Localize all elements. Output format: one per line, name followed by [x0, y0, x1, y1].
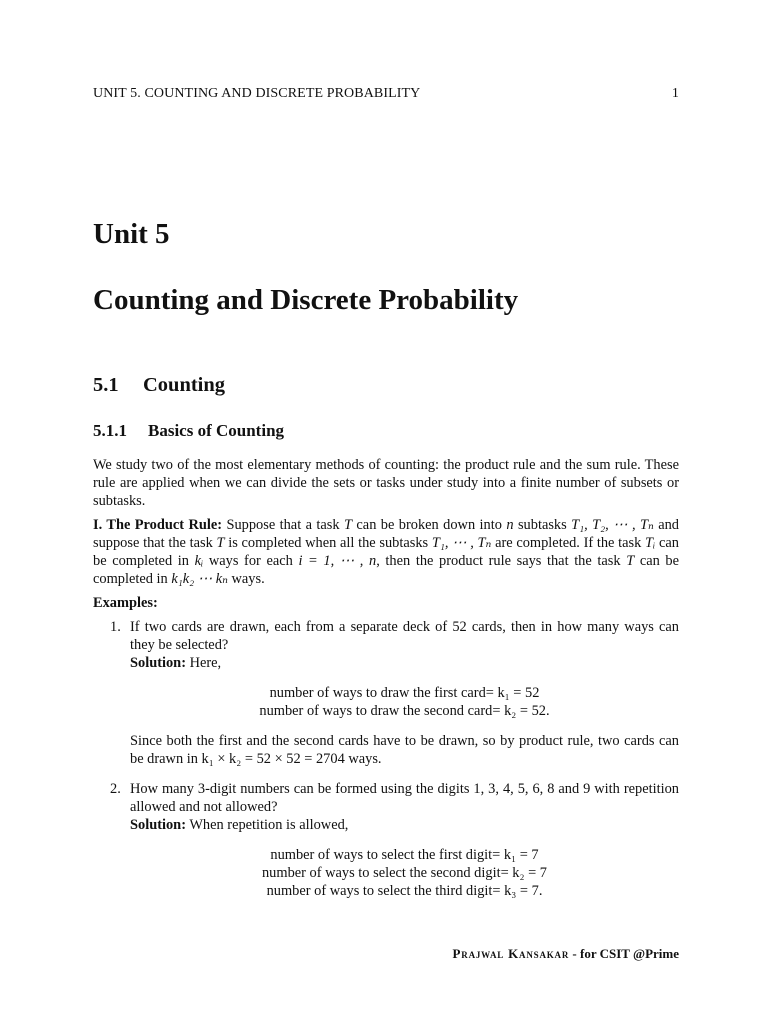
math-run: T₁, ⋯ , Tₙ [431, 535, 492, 551]
example-number: 2. [110, 781, 121, 797]
display-equations [130, 684, 679, 720]
page-footer [453, 946, 679, 962]
math-run: k₁k₂ ⋯ kₙ [171, 571, 228, 587]
math-run: i = 1, ⋯ , n [298, 553, 377, 569]
subsection-title: Basics of Counting [148, 421, 285, 440]
solution-label: Solution: [130, 655, 186, 671]
section-number: 5.1 [93, 374, 119, 396]
text-run: subtasks [513, 517, 572, 533]
footer-suffix: - for CSIT @Prime [569, 946, 679, 961]
display-equation: number of ways to draw the first card= k₁ = 52 [269, 685, 540, 701]
math-run: kᵢ [194, 553, 204, 569]
math-run: n [506, 517, 514, 533]
subsection-number: 5.1.1 [93, 421, 127, 440]
display-equations [130, 846, 679, 900]
math-run: T₁, T₂, ⋯ , Tₙ [571, 517, 654, 533]
footer-author: Prajwal Kansakar [452, 946, 570, 961]
section-title: Counting [143, 374, 226, 396]
solution-text: When repetition is allowed, [185, 817, 349, 833]
examples-list [93, 618, 679, 900]
example-number: 1. [110, 619, 121, 635]
text-run: can be completed in [93, 535, 679, 569]
solution-text: Here, [185, 655, 222, 671]
solution-line [130, 816, 679, 834]
math-run: T [216, 535, 225, 551]
product-rule-heading: I. The Product Rule: [93, 517, 223, 533]
example-question: How many 3-digit numbers can be formed using the digits 1, 3, 4, 5, 6, 8 and 9 with repetition allowed and not allowed? [130, 781, 679, 815]
example-question: If two cards are drawn, each from a separate deck of 52 cards, then in how many ways can they be selected? [130, 619, 679, 653]
text-run: is completed when all the subtasks [224, 535, 432, 551]
text-run: , then the product rule says that the task [376, 553, 627, 569]
text-run: ways. [227, 571, 265, 587]
page-number: 1 [671, 86, 679, 101]
chapter-label: Unit 5 [93, 218, 170, 250]
example-conclusion: Since both the first and the second cards have to be drawn, so by product rule, two cards can be drawn in k₁ × k₂ = 52 × 52 = 2704 ways. [130, 733, 679, 767]
example-item [93, 618, 679, 768]
solution-label: Solution: [130, 817, 186, 833]
examples-heading: Examples: [93, 595, 158, 611]
display-equation: number of ways to select the second digit= k₂ = 7 [261, 865, 548, 881]
math-run: T [626, 553, 635, 569]
display-equation: number of ways to select the third digit= k₃ = 7. [266, 883, 543, 899]
display-equation: number of ways to draw the second card= k₂ = 52. [259, 703, 550, 719]
text-run: can be completed in [93, 553, 679, 587]
product-rule-paragraph [93, 516, 679, 588]
display-equation: number of ways to select the first digit= k₁ = 7 [270, 847, 539, 863]
example-item [93, 780, 679, 900]
intro-paragraph: We study two of the most elementary methods of counting: the product rule and the sum rule. These rule are applied when we can divide the sets or tasks under study into a finite number of subsets or subtasks. [93, 457, 679, 509]
text-run: and suppose that the task [93, 517, 679, 551]
solution-line [130, 654, 679, 672]
text-run: Suppose that a task [222, 517, 344, 533]
text-run: can be broken down into [352, 517, 507, 533]
section-heading [93, 374, 225, 397]
body-text [93, 456, 679, 912]
math-run: Tᵢ [645, 535, 656, 551]
running-header-title: UNIT 5. COUNTING AND DISCRETE PROBABILITY [93, 86, 421, 101]
subsection-heading [93, 421, 284, 441]
running-header [93, 86, 679, 102]
chapter-title: Counting and Discrete Probability [93, 284, 519, 316]
math-run: T [344, 517, 353, 533]
text-run: ways for each [203, 553, 299, 569]
text-run: are completed. If the task [491, 535, 646, 551]
document-page [93, 0, 679, 1024]
